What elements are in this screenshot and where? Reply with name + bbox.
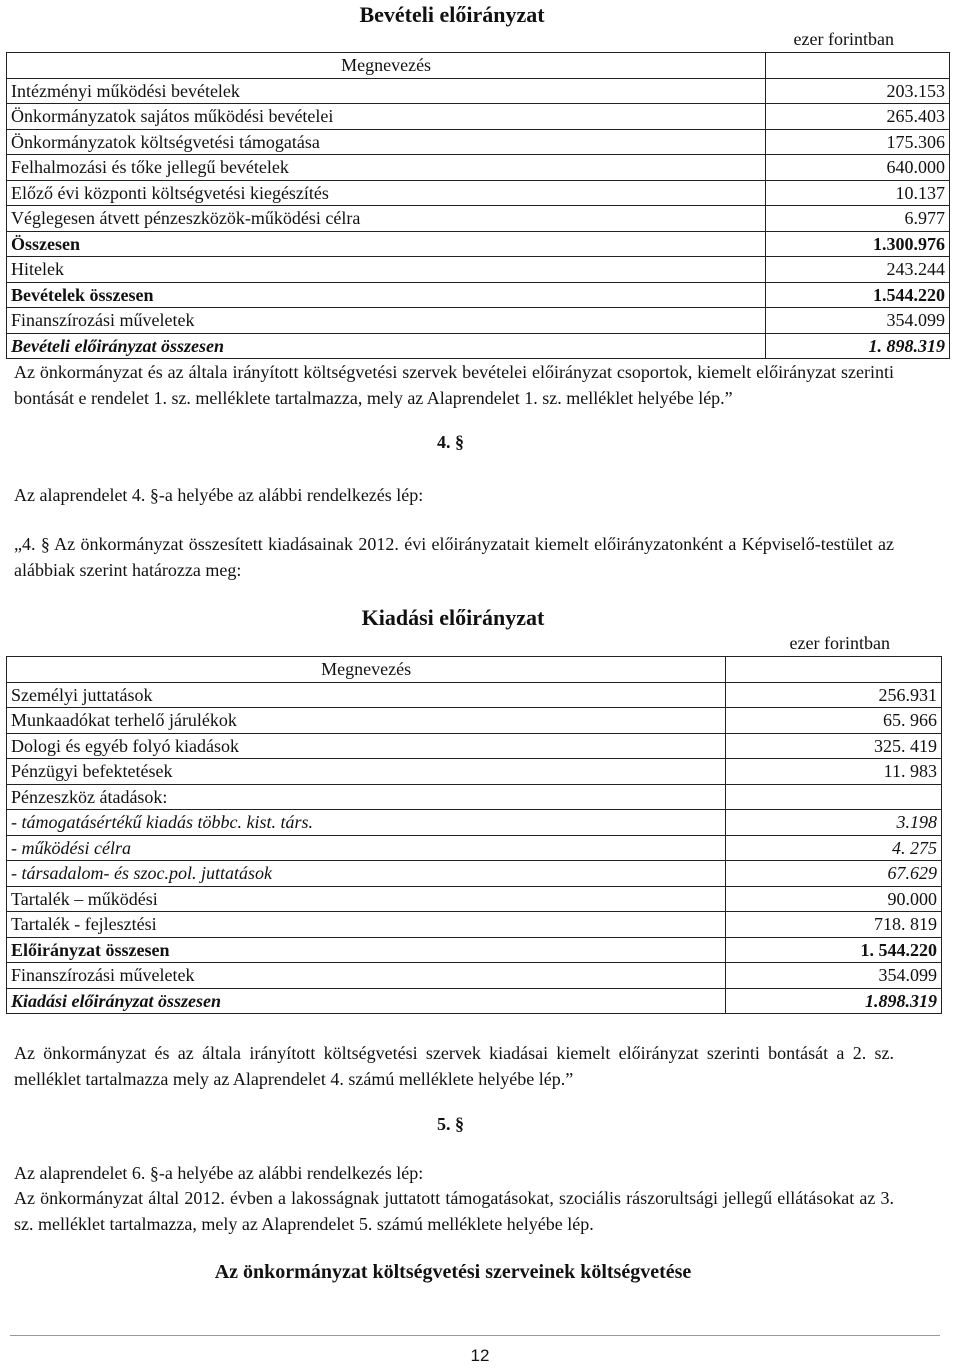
row-label: Dologi és egyéb folyó kiadások [7,733,726,759]
table-row [7,810,942,836]
row-label: Előző évi központi költségvetési kiegészítés [7,180,766,206]
budget-organs-title: Az önkormányzat költségvetési szerveinek költségvetése [214,1261,692,1283]
row-value: 1.300.976 [766,231,950,257]
row-label: Bevételi előirányzat összesen [7,333,766,359]
table-header: Megnevezés [7,657,726,683]
row-value: 10.137 [766,180,950,206]
row-label: Intézményi működési bevételek [7,78,766,104]
row-value: 1. 544.220 [726,937,942,963]
table-row [7,733,942,759]
table-row [7,180,950,206]
row-label: Összesen [7,231,766,257]
row-value: 65. 966 [726,708,942,734]
table-row [7,886,942,912]
table-row [7,861,942,887]
row-label: Tartalék - fejlesztési [7,912,726,938]
table-row [7,988,942,1014]
section-4-intro: Az alaprendelet 4. §-a helyébe az alábbi rendelkezés lép: [14,485,424,505]
row-value [726,784,942,810]
row-value: 354.099 [766,308,950,334]
table-row [7,708,942,734]
expense-note: Az önkormányzat és az általa irányított költségvetési szervek kiadásai kiemelt előirányzat szerinti bontását a 2. sz. melléklet tartalmazza mely az Alaprendelet 4. számú melléklete helyébe lép.” [14,1043,894,1089]
row-value: 325. 419 [726,733,942,759]
table-row [7,333,950,359]
income-note: Az önkormányzat és az általa irányított költségvetési szervek bevételei előirányzat csoportok, kiemelt előirányzat szerinti bontását e rendelet 1. sz. melléklete tartalmazza, mely az Alaprendelet 1. sz. melléklet helyébe lép.” [14,362,894,408]
section-5-text: Az önkormányzat által 2012. évben a lakosságnak juttatott támogatásokat, szociális rászorultsági jellegű ellátásokat az 3. sz. melléklet tartalmazza, mely az Alaprendelet 5. számú melléklete helyébe lép. [14,1188,894,1234]
row-value: 3.198 [726,810,942,836]
row-label: Előirányzat összesen [7,937,726,963]
row-label: Felhalmozási és tőke jellegű bevételek [7,155,766,181]
section-5-intro: Az alaprendelet 6. §-a helyébe az alábbi rendelkezés lép: [14,1163,424,1183]
row-label: Kiadási előirányzat összesen [7,988,726,1014]
row-value: 265.403 [766,104,950,130]
expense-table [6,656,942,1014]
table-row [7,282,950,308]
row-value: 243.244 [766,257,950,283]
row-label: Finanszírozási műveletek [7,963,726,989]
row-label: Tartalék – működési [7,886,726,912]
row-value: 256.931 [726,682,942,708]
footer-divider [10,1335,940,1336]
table-header: Megnevezés [7,53,766,79]
income-table [6,52,950,359]
table-row [7,155,950,181]
row-label: Munkaadókat terhelő járulékok [7,708,726,734]
table-row [7,912,942,938]
table-row [7,759,942,785]
row-label: Véglegesen átvett pénzeszközök-működési célra [7,206,766,232]
row-value: 640.000 [766,155,950,181]
row-value: 354.099 [726,963,942,989]
row-label: Finanszírozási műveletek [7,308,766,334]
row-label: Személyi juttatások [7,682,726,708]
row-value: 90.000 [726,886,942,912]
row-label: Pénzeszköz átadások: [7,784,726,810]
row-label: - működési célra [7,835,726,861]
table-header-value [726,657,942,683]
row-value: 4. 275 [726,835,942,861]
row-label: - társadalom- és szoc.pol. juttatások [7,861,726,887]
row-label: Hitelek [7,257,766,283]
table-row [7,78,950,104]
table-row [7,231,950,257]
table-row [7,963,942,989]
expense-title: Kiadási előirányzat [361,605,545,630]
table-row [7,682,942,708]
expense-unit: ezer forintban [789,633,890,653]
page-number: 12 [470,1346,490,1365]
row-value: 1.898.319 [726,988,942,1014]
row-value: 67.629 [726,861,942,887]
row-value: 203.153 [766,78,950,104]
row-value: 11. 983 [726,759,942,785]
table-row [7,104,950,130]
section-4-text: „4. § Az önkormányzat összesített kiadásainak 2012. évi előirányzatait kiemelt előirányzatonként a Képviselő-testület az alábbiak szerint határozza meg: [14,534,894,580]
table-row [7,308,950,334]
section-5-heading: 5. § [437,1114,464,1134]
table-row [7,129,950,155]
income-unit: ezer forintban [793,29,894,49]
income-title: Bevételi előirányzat [359,2,545,27]
row-label: Önkormányzatok költségvetési támogatása [7,129,766,155]
table-row [7,937,942,963]
row-value: 1. 898.319 [766,333,950,359]
row-value: 718. 819 [726,912,942,938]
row-value: 1.544.220 [766,282,950,308]
row-label: Önkormányzatok sajátos működési bevételei [7,104,766,130]
row-value: 175.306 [766,129,950,155]
table-row [7,835,942,861]
row-label: - támogatásértékű kiadás többc. kist. társ. [7,810,726,836]
table-row [7,784,942,810]
table-row [7,257,950,283]
row-label: Bevételek összesen [7,282,766,308]
table-row [7,206,950,232]
row-value: 6.977 [766,206,950,232]
section-4-heading: 4. § [437,432,464,452]
row-label: Pénzügyi befektetések [7,759,726,785]
table-header-value [766,53,950,79]
